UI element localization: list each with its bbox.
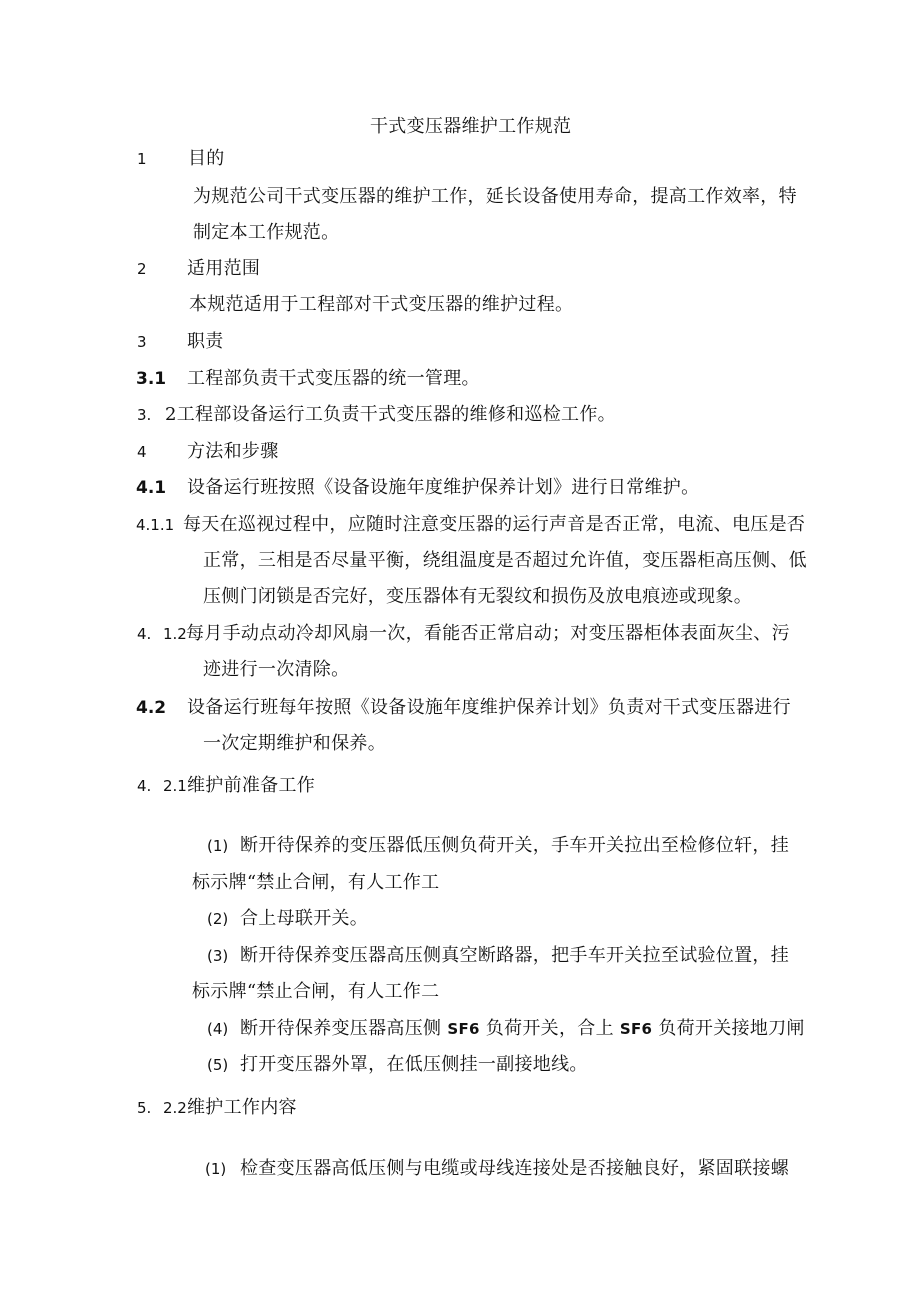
section-4-1-number: 4.1 <box>136 478 167 498</box>
section-4-1-2-number-b: 1.2 <box>163 625 187 643</box>
prep-item-1-line-2: 标示牌“禁止合闸，有人工作工 <box>192 872 440 893</box>
section-3-1-text: 工程部负责干式变压器的统一管理。 <box>187 368 480 389</box>
prep-item-4-line-1 <box>240 1018 805 1040</box>
section-4-2-line-2: 一次定期维护和保养。 <box>203 733 386 754</box>
section-4-1-2-number-a: 4. <box>137 625 152 643</box>
prep-item-5-number: (5) <box>207 1056 229 1074</box>
section-4-2-1-number-b: 2.1 <box>163 777 187 795</box>
document-title: 干式变压器维护工作规范 <box>370 116 572 137</box>
section-4-2-1-heading: 维护前准备工作 <box>187 775 316 796</box>
section-4-2-number: 4.2 <box>136 698 167 718</box>
section-4-1-text: 设备运行班按照《设备设施年度维护保养计划》进行日常维护。 <box>187 477 700 498</box>
section-2-number: 2 <box>137 260 147 278</box>
work-item-1-number: (1) <box>205 1160 227 1178</box>
prep-item-2-number: (2) <box>207 910 229 928</box>
section-4-2-line-1: 设备运行班每年按照《设备设施年度维护保养计划》负责对干式变压器进行 <box>187 697 791 718</box>
work-item-1-line-1: 检查变压器高低压侧与电缆或母线连接处是否接触良好，紧固联接螺 <box>240 1158 789 1179</box>
section-2-2-heading: 维护工作内容 <box>187 1097 297 1118</box>
prep-item-1-number: (1) <box>207 837 229 855</box>
prep-item-2-line-1: 合上母联开关。 <box>240 908 369 929</box>
section-4-1-2-line-2: 迹进行一次清除。 <box>203 659 350 680</box>
prep-item-3-number: (3) <box>207 947 229 965</box>
section-3-2-number: 3. <box>137 406 152 424</box>
prep-item-1-line-1: 断开待保养的变压器低压侧负荷开关，手车开关拉出至检修位轩，挂 <box>240 835 789 856</box>
section-4-number: 4 <box>137 443 147 461</box>
section-2-paragraph: 本规范适用于工程部对干式变压器的维护过程。 <box>189 294 574 315</box>
prep-item-4-part-c: 负荷开关，合上 <box>485 1018 614 1039</box>
section-2-2-number-b: 2.2 <box>163 1099 187 1117</box>
section-3-2-text: 2工程部设备运行工负责干式变压器的维修和巡检工作。 <box>165 404 616 425</box>
section-2-heading: 适用范围 <box>187 258 261 279</box>
section-3-1-number: 3.1 <box>136 369 167 389</box>
prep-item-4-sf6-a: SF6 <box>447 1020 480 1038</box>
prep-item-4-sf6-b: SF6 <box>619 1020 653 1038</box>
section-2-2-number-a: 5. <box>137 1099 152 1117</box>
prep-item-3-line-1: 断开待保养变压器高压侧真空断路器，把手车开关拉至试验位置，挂 <box>240 945 789 966</box>
prep-item-4-part-a: 断开待保养变压器高压侧 <box>240 1018 442 1039</box>
section-3-number: 3 <box>137 333 147 351</box>
section-1-paragraph-line-1: 为规范公司干式变压器的维护工作，延长设备使用寿命，提高工作效率，特 <box>193 186 797 207</box>
section-4-heading: 方法和步骤 <box>187 441 279 462</box>
prep-item-4-number: (4) <box>207 1020 229 1038</box>
prep-item-4-part-e: 负荷开关接地刀闸 <box>658 1018 805 1039</box>
section-4-2-1-number-a: 4. <box>137 777 152 795</box>
section-1-number: 1 <box>137 150 147 168</box>
section-4-1-1-number: 4.1.1 <box>136 516 175 534</box>
section-3-heading: 职责 <box>187 331 224 352</box>
section-4-1-1-line-3: 压侧门闭锁是否完好，变压器体有无裂纹和损伤及放电痕迹或现象。 <box>203 586 752 607</box>
section-4-1-2-line-1: 每月手动点动冷却风扇一次，看能否正常启动；对变压器柜体表面灰尘、污 <box>186 623 790 644</box>
prep-item-3-line-2: 标示牌“禁止合闸，有人工作二 <box>192 981 440 1002</box>
section-1-heading: 目的 <box>188 148 225 169</box>
prep-item-5-line-1: 打开变压器外罩，在低压侧挂一副接地线。 <box>240 1054 588 1075</box>
section-4-1-1-line-2: 正常，三相是否尽量平衡，绕组温度是否超过允许值，变压器柜高压侧、低 <box>203 550 807 571</box>
section-4-1-1-line-1: 每天在巡视过程中，应随时注意变压器的运行声音是否正常，电流、电压是否 <box>183 514 806 535</box>
section-1-paragraph-line-2: 制定本工作规范。 <box>193 222 340 243</box>
